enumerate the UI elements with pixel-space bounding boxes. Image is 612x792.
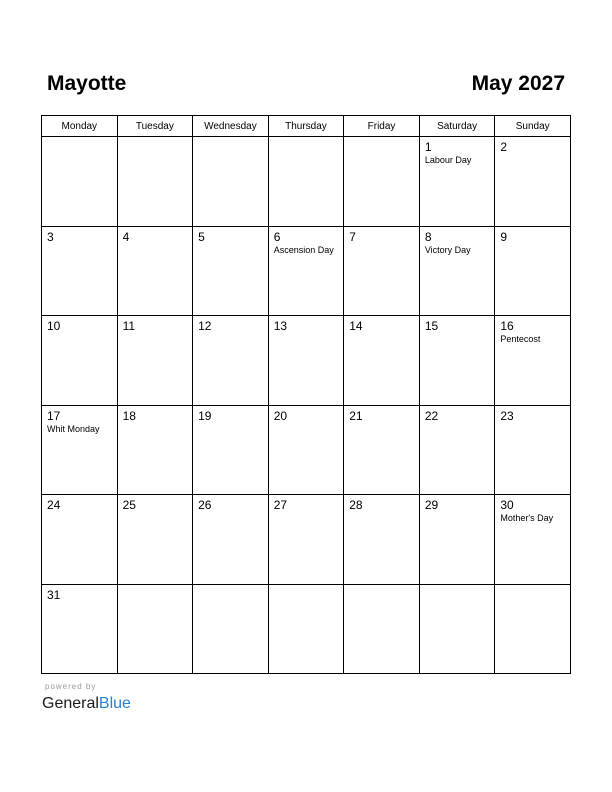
calendar-day-cell xyxy=(344,584,420,674)
day-number: 3 xyxy=(47,229,54,244)
day-number: 10 xyxy=(47,319,61,333)
weekday-header-tuesday: Tuesday xyxy=(117,116,193,137)
calendar-day-cell xyxy=(193,405,269,495)
calendar-day-cell xyxy=(42,316,118,406)
day-number: 18 xyxy=(122,408,136,423)
day-number: 17 xyxy=(47,408,61,423)
calendar-day-cell xyxy=(344,226,420,316)
holiday-label: Ascension Day xyxy=(273,244,334,255)
day-number: 11 xyxy=(122,319,136,333)
calendar-day-cell xyxy=(117,405,193,495)
brand-general-text: General xyxy=(42,695,99,712)
calendar-day-cell xyxy=(117,137,193,227)
day-number: 2 xyxy=(500,140,508,154)
brand-blue-text: Blue xyxy=(98,695,131,712)
day-number: 22 xyxy=(424,408,439,423)
calendar-grid xyxy=(41,115,571,674)
day-number: 21 xyxy=(349,408,363,423)
calendar-week-row xyxy=(42,137,571,227)
calendar-day-cell xyxy=(419,584,495,674)
day-number: 28 xyxy=(349,498,363,512)
calendar-day-cell xyxy=(495,226,571,316)
calendar-day-cell xyxy=(117,495,193,585)
calendar-day-cell xyxy=(268,495,344,585)
calendar-day-cell xyxy=(419,226,495,316)
holiday-label: Whit Monday xyxy=(47,423,100,434)
weekday-header-wednesday: Wednesday xyxy=(193,116,269,137)
calendar-day-cell xyxy=(268,316,344,406)
day-number: 13 xyxy=(273,319,288,333)
calendar-day-cell xyxy=(42,495,118,585)
calendar-day-cell xyxy=(495,405,571,495)
day-number: 14 xyxy=(349,319,363,333)
day-number: 27 xyxy=(273,498,288,512)
calendar-week-row xyxy=(42,226,571,316)
calendar-day-cell xyxy=(117,226,193,316)
calendar-day-cell xyxy=(42,405,118,495)
day-number: 24 xyxy=(47,498,61,512)
day-number: 6 xyxy=(273,229,281,244)
day-number: 23 xyxy=(500,408,514,423)
calendar-day-cell xyxy=(117,316,193,406)
country-title: Mayotte xyxy=(47,72,127,95)
calendar-day-cell xyxy=(344,405,420,495)
day-number: 16 xyxy=(500,319,514,333)
holiday-label: Labour Day xyxy=(424,155,472,165)
calendar-day-cell xyxy=(495,316,571,406)
calendar-week-row xyxy=(42,584,571,674)
month-year-title: May 2027 xyxy=(471,72,565,95)
day-number: 19 xyxy=(198,408,212,423)
calendar-day-cell xyxy=(344,137,420,227)
weekday-header-saturday: Saturday xyxy=(419,116,495,137)
calendar-day-cell xyxy=(419,137,495,227)
day-number: 26 xyxy=(198,498,212,512)
calendar-day-cell xyxy=(419,405,495,495)
calendar-day-cell xyxy=(344,316,420,406)
holiday-label: Victory Day xyxy=(424,244,471,255)
calendar-day-cell xyxy=(419,495,495,585)
calendar-day-cell xyxy=(268,584,344,674)
day-number: 8 xyxy=(424,229,432,244)
calendar-week-row xyxy=(42,405,571,495)
calendar-day-cell xyxy=(193,495,269,585)
calendar-day-cell xyxy=(268,137,344,227)
calendar-day-cell xyxy=(495,495,571,585)
day-number: 12 xyxy=(198,319,212,333)
day-number: 29 xyxy=(424,498,439,512)
weekday-header-friday: Friday xyxy=(344,116,420,137)
calendar-day-cell xyxy=(42,584,118,674)
day-number: 15 xyxy=(424,319,439,333)
footer-branding xyxy=(42,682,131,714)
calendar-day-cell xyxy=(193,226,269,316)
calendar-day-cell xyxy=(268,405,344,495)
calendar-day-cell xyxy=(117,584,193,674)
day-number: 30 xyxy=(500,498,514,512)
calendar-day-cell xyxy=(419,316,495,406)
day-number: 25 xyxy=(122,498,136,512)
calendar-day-cell xyxy=(42,226,118,316)
calendar-day-cell xyxy=(193,584,269,674)
calendar-day-cell xyxy=(193,316,269,406)
day-number: 9 xyxy=(500,229,508,244)
calendar-day-cell xyxy=(495,137,571,227)
calendar-day-cell xyxy=(344,495,420,585)
calendar-day-cell xyxy=(268,226,344,316)
day-number: 4 xyxy=(122,229,130,244)
holiday-label: Pentecost xyxy=(500,334,541,344)
generalblue-logo[interactable] xyxy=(42,694,131,714)
holiday-label: Mother's Day xyxy=(500,513,554,523)
calendar-week-row xyxy=(42,495,571,585)
calendar-day-cell xyxy=(495,584,571,674)
weekday-header-monday: Monday xyxy=(42,116,118,137)
powered-by-text: powered by xyxy=(45,682,97,691)
day-number: 31 xyxy=(47,587,61,602)
calendar-day-cell xyxy=(42,137,118,227)
weekday-header-sunday: Sunday xyxy=(495,116,571,137)
weekday-header-thursday: Thursday xyxy=(268,116,344,137)
calendar-day-cell xyxy=(193,137,269,227)
day-number: 20 xyxy=(273,408,288,423)
day-number: 1 xyxy=(424,140,432,154)
day-number: 7 xyxy=(349,229,356,244)
day-number: 5 xyxy=(198,229,205,244)
weekday-header-row xyxy=(42,116,571,137)
calendar-week-row xyxy=(42,316,571,406)
